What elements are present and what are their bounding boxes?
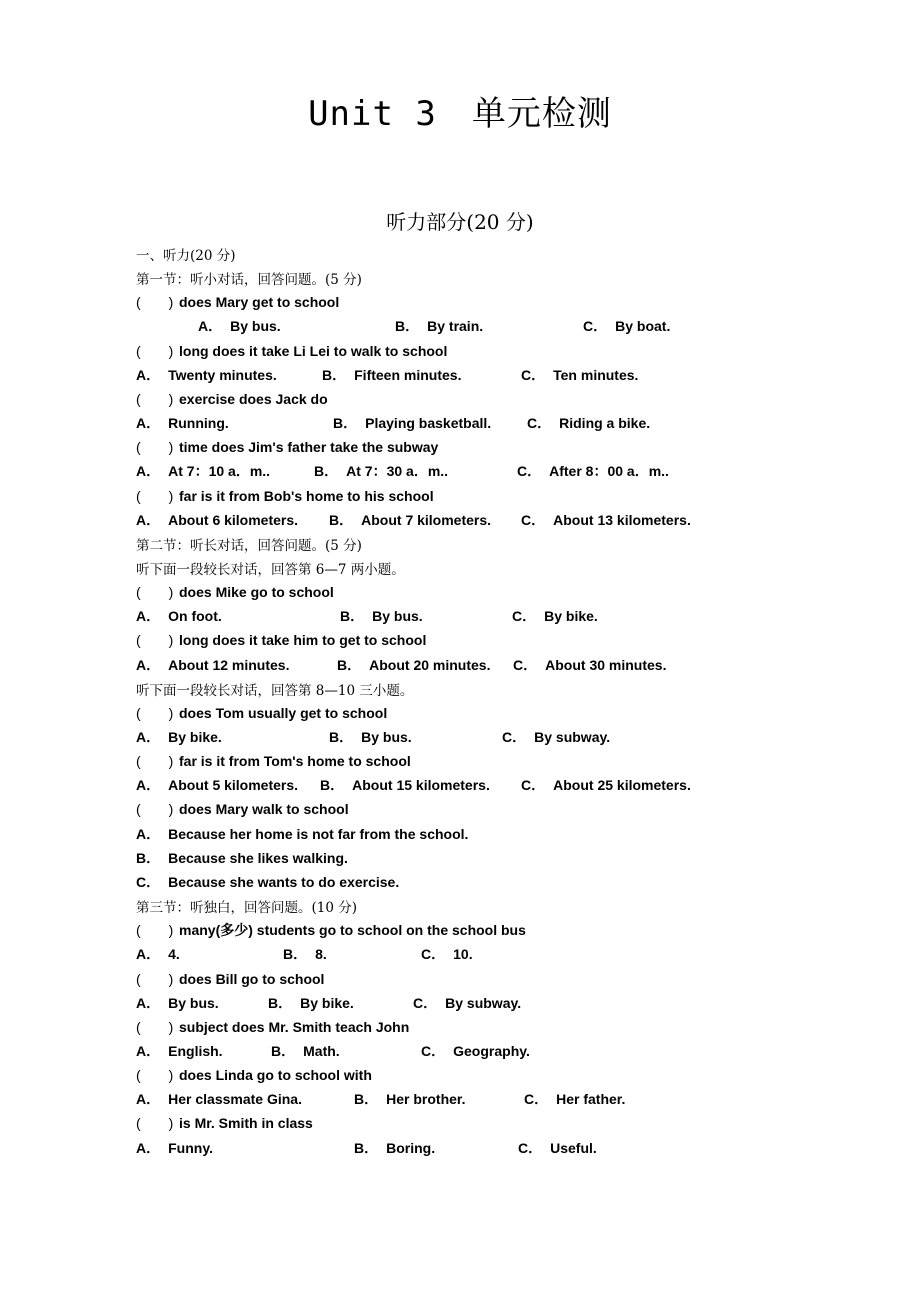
option-text: About 20 minutes. xyxy=(369,656,491,673)
option-a xyxy=(136,655,289,675)
question xyxy=(136,969,324,991)
question xyxy=(136,389,328,411)
option-letter: C． xyxy=(421,946,446,963)
question xyxy=(136,751,411,773)
option-c xyxy=(527,413,650,433)
question-text: exercise does Jack do xyxy=(179,390,328,407)
option-letter: C． xyxy=(517,463,542,480)
option-letter: B． xyxy=(320,777,345,794)
option-b xyxy=(354,1089,465,1109)
option-letter: C． xyxy=(521,366,546,383)
option-text: Running. xyxy=(168,415,229,432)
option-text: Her brother. xyxy=(386,1091,466,1108)
option-text: Her classmate Gina. xyxy=(168,1091,302,1108)
option-letter: A． xyxy=(136,366,161,383)
section-heading: 一、听力(20 分) xyxy=(136,248,236,264)
answer-blank: ( ) xyxy=(136,1018,174,1035)
option-b xyxy=(283,944,327,964)
option-letter: C． xyxy=(583,318,608,335)
option-letter: A． xyxy=(136,729,161,745)
option-text: By subway. xyxy=(534,729,611,745)
option-letter: A． xyxy=(136,608,161,625)
option-text: Playing basketball. xyxy=(365,415,492,432)
option-letter: C． xyxy=(136,873,161,890)
option-letter: A． xyxy=(136,1042,161,1059)
option-c xyxy=(521,510,691,530)
option-a xyxy=(136,461,270,481)
option-c xyxy=(512,606,598,626)
option-b xyxy=(329,727,412,747)
option-letter: C． xyxy=(513,656,538,673)
option-text: By bus. xyxy=(168,994,219,1011)
answer-blank: ( ) xyxy=(136,439,174,456)
option-c xyxy=(524,1089,625,1109)
option-letter: A． xyxy=(136,1139,161,1156)
section-title: 听力部分(20 分) xyxy=(386,210,534,234)
option-letter: A． xyxy=(198,318,223,335)
question-text: does Mike go to school xyxy=(179,584,334,601)
option-letter: B． xyxy=(354,1139,379,1156)
option-letter: B． xyxy=(395,318,420,335)
page-title: Unit 3 单元检测 xyxy=(308,94,612,134)
question-text: time does Jim's father take the subway xyxy=(179,439,439,456)
section-heading: 第三节：听独白，回答问题。(10 分) xyxy=(136,900,358,917)
option-text: English. xyxy=(168,1042,223,1059)
option-letter: A． xyxy=(136,946,161,963)
option-b xyxy=(329,510,491,530)
option-b xyxy=(268,993,354,1013)
option-text: Useful. xyxy=(550,1139,597,1156)
option-c xyxy=(517,461,669,481)
answer-blank: ( ) xyxy=(136,1115,174,1132)
answer-blank: ( ) xyxy=(136,704,174,721)
option-text: By subway. xyxy=(445,994,522,1011)
option-c xyxy=(521,775,691,795)
option-text: By bike. xyxy=(168,729,222,745)
option-letter: A． xyxy=(136,825,161,842)
option-letter: B． xyxy=(136,849,161,866)
option-b xyxy=(314,461,448,481)
option-a xyxy=(136,824,468,844)
option-text: About 6 kilometers. xyxy=(168,511,299,528)
option-letter: B． xyxy=(337,656,362,673)
question xyxy=(136,920,526,942)
option-c xyxy=(502,727,610,747)
question xyxy=(136,1113,313,1135)
option-b xyxy=(322,365,461,385)
option-a xyxy=(198,316,281,336)
question xyxy=(136,799,349,821)
question xyxy=(136,486,434,508)
answer-blank: ( ) xyxy=(136,1067,174,1084)
answer-blank: ( ) xyxy=(136,970,174,987)
option-a xyxy=(136,365,277,385)
option-letter: C． xyxy=(518,1139,543,1156)
option-b xyxy=(136,848,348,868)
option-letter: C． xyxy=(512,608,537,625)
option-a xyxy=(136,775,298,795)
option-c xyxy=(421,944,473,964)
option-b xyxy=(340,606,423,626)
section-heading: 听下面一段较长对话，回答第 6—7 两小题。 xyxy=(136,561,405,578)
option-text: By bus. xyxy=(230,318,281,335)
question xyxy=(136,292,339,314)
option-text: Geography. xyxy=(453,1042,530,1059)
question-text: does Linda go to school with xyxy=(179,1067,372,1084)
option-letter: C． xyxy=(413,994,438,1011)
option-a xyxy=(136,727,222,747)
question-text: many(多少) students go to school on the school bus xyxy=(179,922,526,939)
option-a xyxy=(136,944,180,964)
option-text: 10. xyxy=(453,946,473,963)
option-letter: B． xyxy=(271,1042,296,1059)
option-text: About 12 minutes. xyxy=(168,656,290,673)
option-letter: C． xyxy=(521,777,546,794)
question-text: does Mary walk to school xyxy=(179,801,349,818)
option-a xyxy=(136,993,219,1013)
option-b xyxy=(333,413,491,433)
question-text: does Bill go to school xyxy=(179,970,325,987)
option-a xyxy=(136,606,222,626)
option-text: Because she likes walking. xyxy=(168,849,348,866)
option-text: By bus. xyxy=(372,608,423,625)
option-letter: A． xyxy=(136,1091,161,1108)
option-a xyxy=(136,1041,223,1061)
question-text: is Mr. Smith in class xyxy=(179,1115,313,1132)
option-letter: C． xyxy=(421,1042,446,1059)
option-b xyxy=(337,655,490,675)
option-letter: A． xyxy=(136,511,161,528)
option-text: On foot. xyxy=(168,608,222,625)
option-c xyxy=(518,1138,597,1158)
option-text: At 7：30 a．m.. xyxy=(346,463,449,480)
option-b xyxy=(271,1041,340,1061)
answer-blank: ( ) xyxy=(136,753,174,770)
option-b xyxy=(395,316,483,336)
answer-blank: ( ) xyxy=(136,801,174,818)
question-text: long does it take him to get to school xyxy=(179,632,427,649)
answer-blank: ( ) xyxy=(136,922,174,939)
option-b xyxy=(354,1138,435,1158)
option-b xyxy=(320,775,490,795)
option-letter: A． xyxy=(136,777,161,794)
option-a xyxy=(136,510,298,530)
option-text: Boring. xyxy=(386,1139,436,1156)
section-heading: 第一节：听小对话，回答问题。(5 分) xyxy=(136,272,362,289)
option-a xyxy=(136,1089,302,1109)
option-text: About 25 kilometers. xyxy=(553,777,691,794)
option-letter: C． xyxy=(527,415,552,432)
option-letter: C． xyxy=(524,1091,549,1108)
option-letter: B． xyxy=(268,994,293,1011)
option-c xyxy=(413,993,521,1013)
answer-blank: ( ) xyxy=(136,294,174,311)
option-text: Her father. xyxy=(556,1091,626,1108)
question xyxy=(136,1065,372,1087)
question-text: subject does Mr. Smith teach John xyxy=(179,1018,410,1035)
option-a xyxy=(136,413,229,433)
section-heading: 听下面一段较长对话，回答第 8—10 三小题。 xyxy=(136,682,414,699)
option-letter: B． xyxy=(329,511,354,528)
question xyxy=(136,630,426,652)
option-c xyxy=(513,655,666,675)
option-letter: B． xyxy=(340,608,365,625)
option-text: Twenty minutes. xyxy=(168,366,277,383)
option-letter: A． xyxy=(136,463,161,480)
option-text: By bus. xyxy=(361,729,412,745)
question-text: far is it from Tom's home to school xyxy=(179,753,411,770)
option-c xyxy=(421,1041,530,1061)
option-text: About 30 minutes. xyxy=(545,656,667,673)
option-c xyxy=(583,316,670,336)
option-letter: A． xyxy=(136,656,161,673)
option-text: By bike. xyxy=(300,994,354,1011)
option-text: At 7：10 a．m.. xyxy=(168,463,271,480)
question-text: long does it take Li Lei to walk to school xyxy=(179,342,448,359)
answer-blank: ( ) xyxy=(136,584,174,601)
option-letter: B． xyxy=(322,366,347,383)
option-text: By boat. xyxy=(615,318,671,335)
option-text: About 13 kilometers. xyxy=(553,511,691,528)
answer-blank: ( ) xyxy=(136,342,174,359)
option-letter: B． xyxy=(333,415,358,432)
option-letter: B． xyxy=(329,729,354,745)
option-letter: B． xyxy=(283,946,308,963)
option-text: Fifteen minutes. xyxy=(354,366,462,383)
option-text: Math. xyxy=(303,1042,340,1059)
option-text: By train. xyxy=(427,318,484,335)
option-letter: A． xyxy=(136,415,161,432)
option-letter: C． xyxy=(521,511,546,528)
question xyxy=(136,341,447,363)
question xyxy=(136,437,438,459)
question xyxy=(136,1017,409,1039)
option-text: Funny. xyxy=(168,1139,213,1156)
question-text: does Tom usually get to school xyxy=(179,704,388,721)
option-text: Riding a bike. xyxy=(559,415,651,432)
option-text: 4. xyxy=(168,946,180,963)
option-text: Because her home is not far from the school. xyxy=(168,825,469,842)
option-letter: B． xyxy=(354,1091,379,1108)
answer-blank: ( ) xyxy=(136,632,174,649)
option-text: About 5 kilometers. xyxy=(168,777,299,794)
answer-blank: ( ) xyxy=(136,390,174,407)
option-c xyxy=(136,872,399,892)
option-text: About 7 kilometers. xyxy=(361,511,492,528)
option-a xyxy=(136,1138,213,1158)
section-heading: 第二节：听长对话，回答问题。(5 分) xyxy=(136,537,362,554)
option-text: About 15 kilometers. xyxy=(352,777,490,794)
question xyxy=(136,703,387,725)
answer-blank: ( ) xyxy=(136,487,174,504)
option-letter: C． xyxy=(502,729,527,745)
option-text: 8. xyxy=(315,946,327,963)
option-text: Because she wants to do exercise. xyxy=(168,873,400,890)
option-c xyxy=(521,365,638,385)
question xyxy=(136,582,334,604)
question-text: far is it from Bob's home to his school xyxy=(179,487,434,504)
option-text: Ten minutes. xyxy=(553,366,639,383)
option-text: By bike. xyxy=(544,608,598,625)
option-text: After 8：00 a．m.. xyxy=(549,463,669,480)
option-letter: A． xyxy=(136,994,161,1011)
option-letter: B． xyxy=(314,463,339,480)
question-text: does Mary get to school xyxy=(179,294,340,311)
